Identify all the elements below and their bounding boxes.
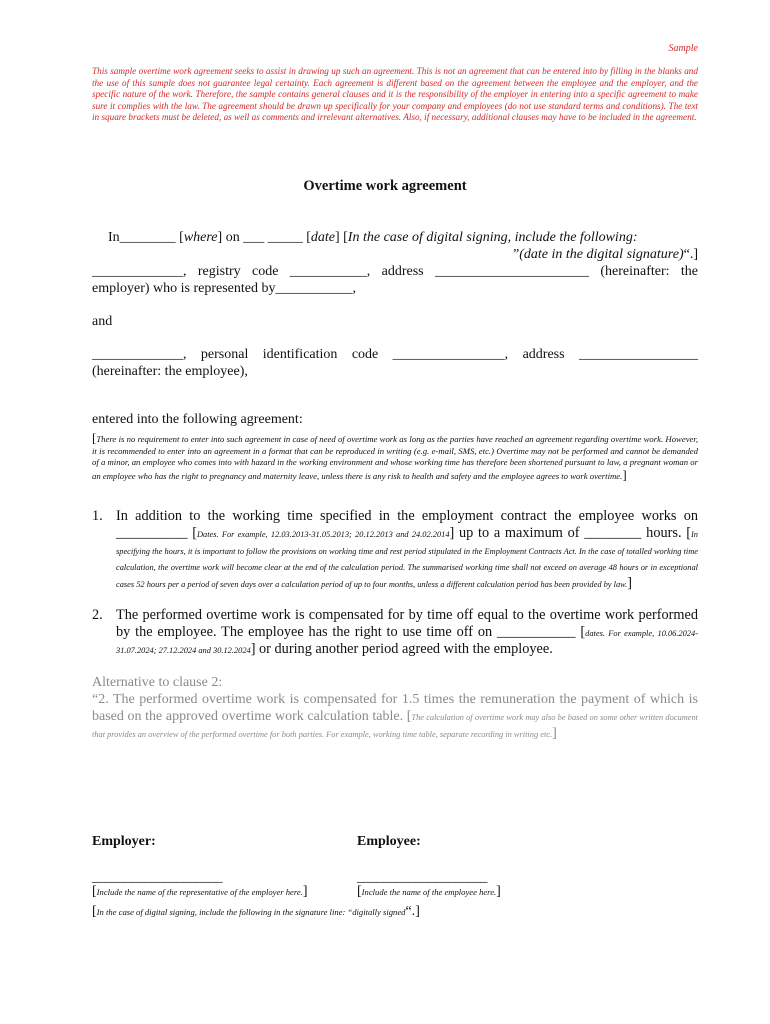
place-date-line [92, 229, 698, 246]
clause-1-explanation: In specifying the hours, it is important to follow the provisions on working time and rest period stipulated in the Employment Contracts Act. In the case of totalled working time calculation, the overtime work will become clear at the end of the calculation period. The summarised working time shall not exceed on average 48 hours or in exceptional cases 52 hours per a period of seven days over a calculation period of up to four months, unless a different calculation period has been provided by law. [116, 529, 698, 590]
digital-date-close: “.] [683, 247, 698, 262]
alternative-clause [92, 674, 698, 742]
clause-1-dates-example: Dates. For example, 12.03.2013-31.05.2013; 20.12.2013 and 24.02.2014 [196, 529, 450, 539]
parties-paragraph [92, 229, 698, 297]
digital-signature-text: In the case of digital signing, include the following in the signature line: “digitally signed [96, 907, 406, 917]
digital-signing-note: In the case of digital signing, include the following: [347, 230, 638, 245]
alternative-text-b: ] [552, 726, 557, 741]
digital-date-line [92, 246, 698, 263]
clause-2-body [116, 607, 698, 657]
alternative-text-a: “2. The performed overtime work is compensated for 1.5 times the remuneration the payment of which is based on the approved overtime work calculation table. [ [92, 692, 698, 724]
place-blank: In________ [ [108, 230, 184, 245]
clause-2-dates-example: dates. For example, 10.06.2024-31.07.2024; 27.12.2024 and 30.12.2024 [116, 628, 698, 655]
digital-date-text: ”(date in the digital signature) [511, 247, 684, 262]
document-title: Overtime work agreement [303, 178, 467, 194]
digital-signature-close: “. [405, 904, 416, 919]
clause-1-text-a: In addition to the working time specified in the employment contract the employee works on __________ [ [116, 508, 698, 541]
alternative-note: The calculation of overtime work may also be based on some other written document that provides an overview of the performed overtime for both parties. For example, working time table, separate recording in writing etc. [92, 713, 698, 739]
employer-label: Employer: [92, 834, 156, 849]
and-word: and [92, 314, 113, 329]
bracket-close: ] [302, 884, 308, 899]
alternative-body [92, 691, 698, 742]
employee-line: _____________, personal identification code ________________, address _________________ (hereinafter: the employee), [92, 347, 698, 379]
clause-1-body [116, 508, 698, 592]
bracket-open: [ [357, 884, 362, 899]
overtime-requirement-note [92, 432, 698, 483]
employee-note-text: Include the name of the employee here. [361, 887, 497, 897]
employer-name-note [92, 884, 308, 900]
clause-1-text-c: ] [627, 575, 632, 592]
note-bracket-open: [ [92, 430, 97, 445]
employer-signature-line: ____________________ [92, 870, 222, 885]
bracket-close: ] [415, 904, 420, 919]
employer-line: _____________, registry code ___________, address ______________________ (hereinafter: the employer) who is represented by___________, [92, 264, 698, 296]
employee-label: Employee: [357, 834, 421, 849]
clause-1-text-b: ] up to a maximum of ________ hours. [ [449, 524, 692, 541]
clause-2-text-b: ] or during another period agreed with the employee. [250, 640, 553, 657]
entered-line: entered into the following agreement: [92, 412, 303, 427]
bracket-open: [ [92, 904, 97, 919]
employer-note-text: Include the name of the representative of the employer here. [96, 887, 303, 897]
clause-2 [92, 607, 698, 657]
digital-signature-note [92, 904, 420, 920]
bracket-close: ] [496, 884, 501, 899]
clause-1-number: 1. [92, 508, 103, 524]
employee-signature-line: ____________________ [357, 870, 487, 885]
clause-2-text-a: The performed overtime work is compensated for by time off equal to the overtime work performed by the employee. The employee has the right to use time off on ___________ [ [116, 607, 698, 640]
employee-name-note [357, 884, 501, 900]
sample-label: Sample [668, 43, 698, 54]
bracket-open: ] [ [334, 230, 348, 245]
note-bracket-close: ] [622, 467, 627, 483]
where-placeholder: where [183, 230, 218, 245]
intro-disclaimer: This sample overtime work agreement seeks to assist in drawing up such an agreement. This is not an agreement that can be entered into by filling in the blanks and the use of this sample does not guarantee legal certainty. Each agreement is different based on the agreement between the employee and the employer, and the specific nature of the work. Therefore, the sample contains general clauses and it is the responsibility of the employer in entering into a specific agreement to make sure it complies with the law. The agreement should be drawn up specifically for your company and employees (do not use standard terms and conditions). The text in square brackets must be deleted, as well as comments and irrelevant alternatives. Also, if necessary, additional clauses may have to be included in the agreement. [92, 66, 698, 123]
alternative-label: Alternative to clause 2: [92, 675, 223, 690]
bracket-open: [ [92, 884, 97, 899]
date-blank: ] on ___ _____ [ [217, 230, 311, 245]
clause-2-number: 2. [92, 607, 103, 623]
date-placeholder: date [310, 230, 335, 245]
clause-1 [92, 508, 698, 592]
note-text: There is no requirement to enter into such agreement in case of need of overtime work as long as the parties have reached an agreement regarding overtime work. However, it is recommended to enter into an agreement in a format that can be reproduced in writing (e.g. e-mail, SMS, etc.) Overtime may not be performed and cannot be demanded of a minor, an employee who comes into with hazard in the working environment and whose working time has therefore been shortened pursuant to law, a pregnant woman or an employee who has the right to pregnancy and maternity leave, unless there is any risk to health and safety and the employee agrees to work overtime. [92, 434, 698, 482]
